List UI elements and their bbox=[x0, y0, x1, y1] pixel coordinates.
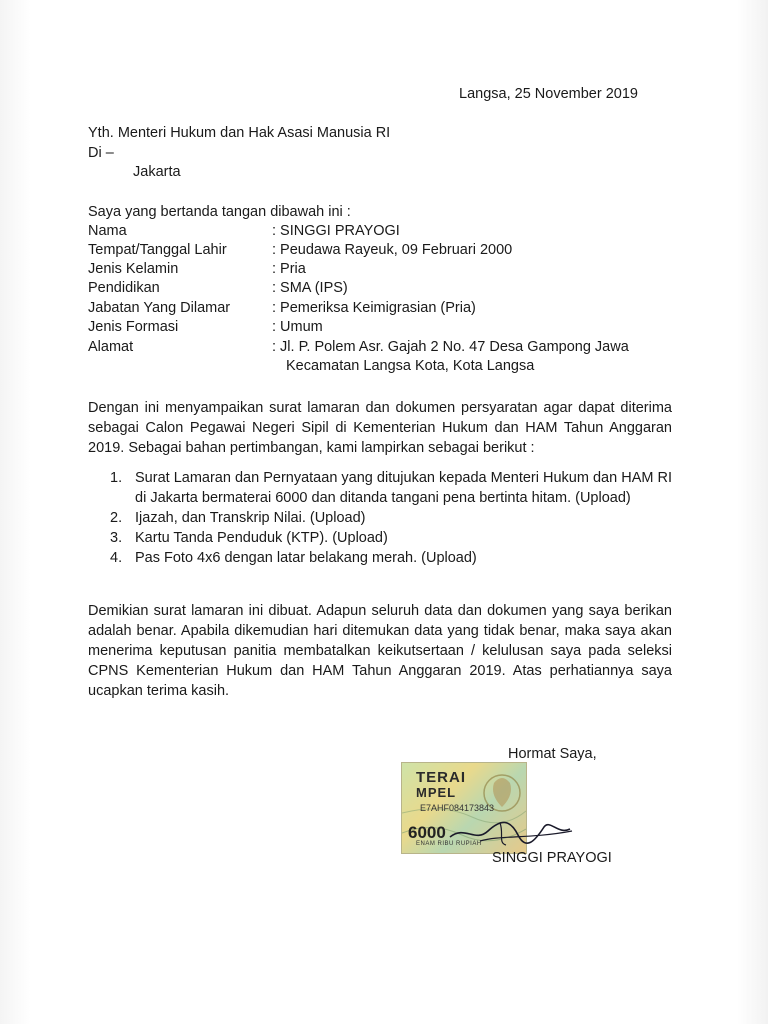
closing-salutation: Hormat Saya, bbox=[508, 746, 597, 762]
list-number: 4. bbox=[110, 550, 123, 566]
field-row-nama bbox=[88, 223, 688, 242]
field-value: : Pemeriksa Keimigrasian (Pria) bbox=[272, 300, 476, 316]
list-text: Kartu Tanda Penduduk (KTP). (Upload) bbox=[135, 530, 388, 546]
list-number: 3. bbox=[110, 530, 123, 546]
field-value: : SINGGI PRAYOGI bbox=[272, 223, 400, 239]
list-number: 2. bbox=[110, 510, 123, 526]
field-row-jabatan bbox=[88, 300, 688, 319]
address-line-2: Kecamatan Langsa Kota, Kota Langsa bbox=[286, 358, 535, 374]
list-item bbox=[110, 528, 672, 548]
field-label: Jenis Formasi bbox=[88, 319, 179, 335]
list-number: 1. bbox=[110, 470, 123, 486]
stamp-serial: E7AHF084173843 bbox=[420, 803, 495, 813]
field-label: Tempat/Tanggal Lahir bbox=[88, 242, 227, 258]
intro-line: Saya yang bertanda tangan dibawah ini : bbox=[88, 204, 351, 220]
stamp-subtext: ENAM RIBU RUPIAH bbox=[416, 841, 482, 847]
field-label: Jenis Kelamin bbox=[88, 261, 179, 277]
field-label: Jabatan Yang Dilamar bbox=[88, 300, 231, 316]
attachment-list bbox=[110, 468, 672, 568]
list-text: Pas Foto 4x6 dengan latar belakang merah. (Upload) bbox=[135, 550, 477, 566]
field-label: Nama bbox=[88, 223, 127, 239]
stamp-text-1: TERAI bbox=[416, 769, 466, 786]
field-row-jenis-formasi bbox=[88, 319, 688, 338]
list-item bbox=[110, 548, 672, 568]
list-text: Ijazah, dan Transkrip Nilai. (Upload) bbox=[135, 510, 366, 526]
recipient-line-2: Di – bbox=[88, 145, 114, 161]
list-text: Surat Lamaran dan Pernyataan yang ditujukan kepada Menteri Hukum dan HAM RI di Jakarta bermaterai 6000 dan ditanda tangani pena bertinta hitam. (Upload) bbox=[135, 470, 672, 506]
field-row-tempat-tanggal-lahir bbox=[88, 242, 688, 261]
field-value: : SMA (IPS) bbox=[272, 280, 348, 296]
signature-icon bbox=[440, 805, 580, 855]
field-value: : Umum bbox=[272, 319, 323, 335]
place-date: Langsa, 25 November 2019 bbox=[459, 86, 638, 102]
recipient-line-3: Jakarta bbox=[133, 164, 181, 180]
field-value: : Jl. P. Polem Asr. Gajah 2 No. 47 Desa Gampong Jawa bbox=[272, 339, 629, 355]
field-row-alamat bbox=[88, 339, 688, 358]
recipient-line-1: Yth. Menteri Hukum dan Hak Asasi Manusia RI bbox=[88, 125, 391, 141]
signer-name: SINGGI PRAYOGI bbox=[492, 850, 612, 866]
field-label: Alamat bbox=[88, 339, 134, 355]
field-value: : Peudawa Rayeuk, 09 Februari 2000 bbox=[272, 242, 513, 258]
list-item bbox=[110, 508, 672, 528]
stamp-text-2: MPEL bbox=[416, 785, 457, 800]
field-row-jenis-kelamin bbox=[88, 261, 688, 280]
paragraph-closing: Demikian surat lamaran ini dibuat. Adapun seluruh data dan dokumen yang saya berikan adalah benar. Apabila dikemudian hari ditemukan data yang tidak benar, maka saya akan menerima keputusan panitia membatalkan keikutsertaan / kelulusan saya pada seleksi CPNS Kementerian Hukum dan HAM Tahun Anggaran 2019. Atas perhatiannya saya ucapkan terima kasih. bbox=[88, 603, 672, 699]
stamp-value: 6000 bbox=[408, 823, 446, 842]
field-row-pendidikan bbox=[88, 280, 688, 299]
paragraph-opening: Dengan ini menyampaikan surat lamaran dan dokumen persyaratan agar dapat diterima sebagai Calon Pegawai Negeri Sipil di Kementerian Hukum dan HAM Tahun Anggaran 2019. Sebagai bahan pertimbangan, kami lampirkan sebagai berikut : bbox=[88, 400, 672, 456]
field-label: Pendidikan bbox=[88, 280, 160, 296]
field-value: : Pria bbox=[272, 261, 306, 277]
list-item bbox=[110, 468, 672, 508]
